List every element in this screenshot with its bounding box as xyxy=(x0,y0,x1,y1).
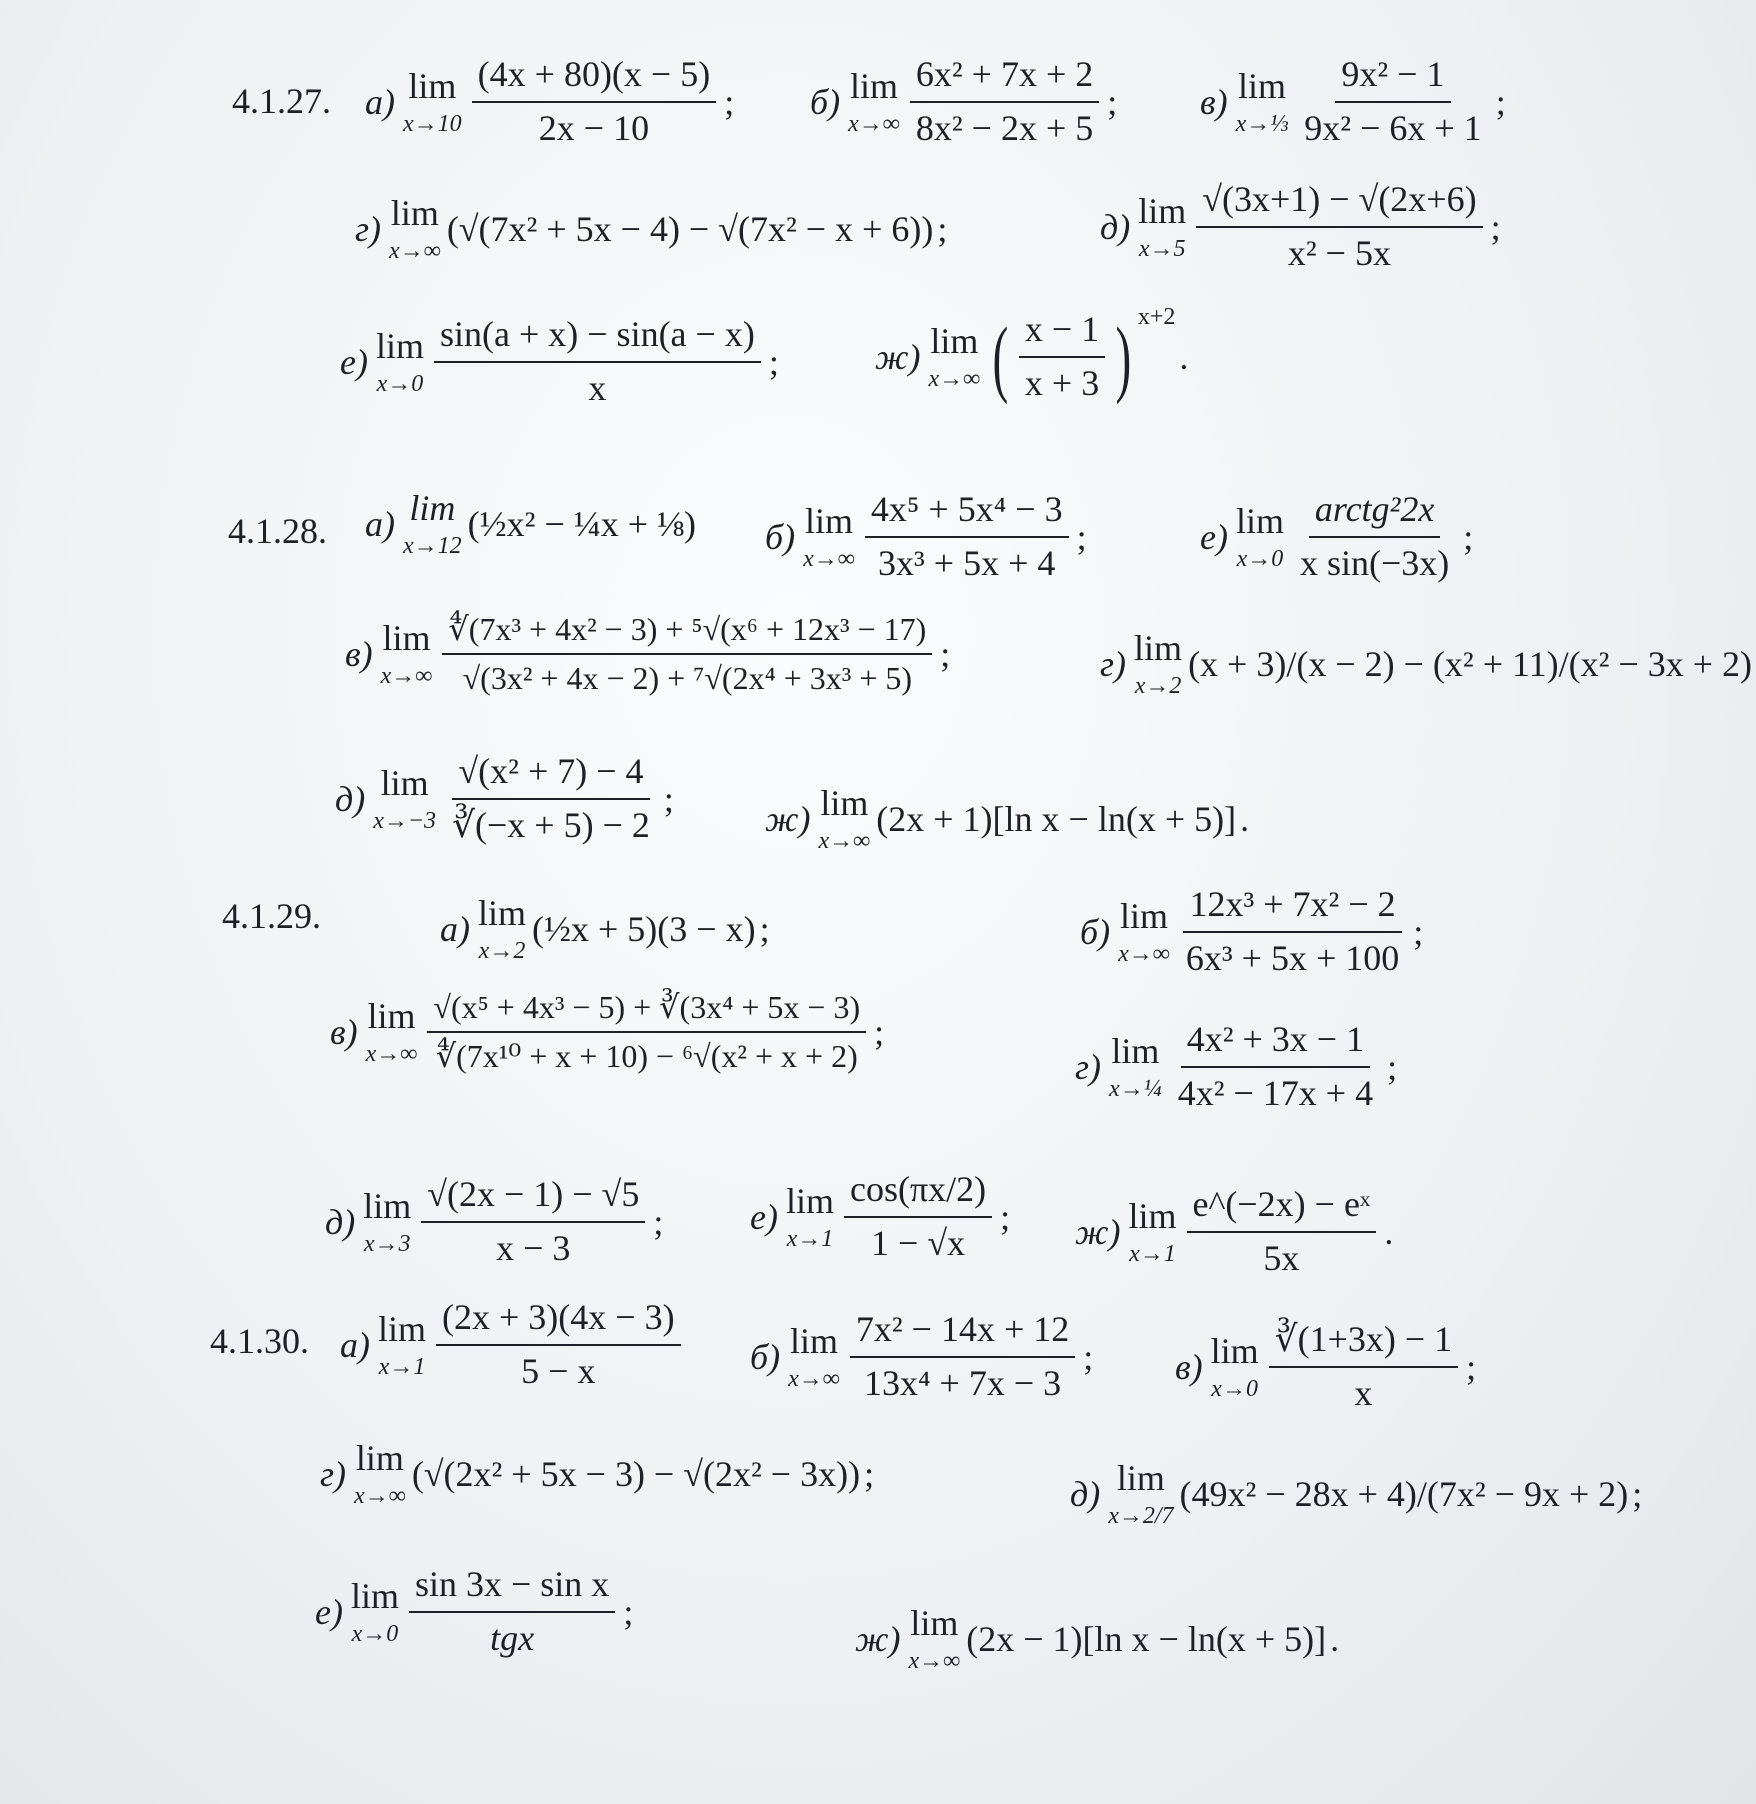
expression: (√(7x² + 5x − 4) − √(7x² − x + 6)) xyxy=(446,209,934,249)
limit-operator: lim x→∞ xyxy=(848,65,900,137)
limit-operator: lim x→2/7 xyxy=(1108,1458,1174,1529)
denominator: x xyxy=(1354,1372,1373,1413)
fraction xyxy=(436,1298,681,1391)
item-label: е) xyxy=(750,1196,778,1237)
item-label: б) xyxy=(810,81,841,122)
numerator: sin(a + x) − sin(a − x) xyxy=(434,315,761,363)
problem-4-1-29-g: г) lim x→¼ $\frac{\text{4x² + 3x − 1}}{\text{4x² − 17x + 4}}$ ; xyxy=(1075,1019,1398,1113)
denominator: 4x² − 17x + 4 xyxy=(1177,1072,1374,1113)
limit-operator: lim x→⅓ xyxy=(1235,65,1289,137)
expression: (x + 3)/(x − 2) − (x² + 11)/(x² − 3x + 2) xyxy=(1188,644,1753,684)
problem-4-1-28-zh: ж) lim x→∞ (2x + 1)[ln x − ln(x + 5)] . xyxy=(765,783,1250,854)
denominator: 3x³ + 5x + 4 xyxy=(878,542,1056,583)
item-label: б) xyxy=(750,1336,781,1377)
problem-4-1-30-a xyxy=(340,1298,689,1391)
item-label: ж) xyxy=(765,799,811,839)
fraction xyxy=(910,55,1099,148)
limit-operator: lim x→∞ xyxy=(380,618,433,690)
problem-4-1-29-e: е) lim x→1 $\frac{\cos(\pi x/2)}{1 - √x}$ ; xyxy=(750,1169,1011,1263)
problem-number: 4.1.28. xyxy=(228,511,327,551)
fraction xyxy=(421,1175,645,1268)
item-label: д) xyxy=(335,778,366,819)
problem-4-1-30-zh: ж) lim x→∞ (2x − 1)[ln x − ln(x + 5)] . xyxy=(855,1603,1340,1674)
fraction xyxy=(1298,55,1487,148)
item-label: д) xyxy=(1100,206,1131,247)
denominator: 1 − √x xyxy=(871,1222,966,1263)
problem-4-1-29-d: д) lim x→3 $\frac{√(2x - 1) - √5}{x - 3}$ ; xyxy=(325,1174,664,1268)
left-paren: ( xyxy=(992,308,1009,405)
limit-operator: lim x→0 xyxy=(1210,1330,1259,1402)
problem-4-1-28-v: в) lim x→∞ $\frac{\text{∜(7x³ + 4x² − 3) + ⁵√(x⁶ + 12x³ − 17)}}{\text{√(3x² + 4x − 2) + ⁷√(2x⁴ + 3x³ + 5)}}$ ; xyxy=(345,611,951,697)
numerator: √(x² + 7) − 4 xyxy=(452,752,649,800)
problem-4-1-30-d: д) lim x→2/7 (49x² − 28x + 4)/(7x² − 9x + 2) ; xyxy=(1070,1458,1643,1529)
denominator: x + 3 xyxy=(1024,362,1100,403)
fraction xyxy=(472,55,717,148)
item-label: д) xyxy=(1070,1474,1101,1514)
denominator: 5x xyxy=(1263,1237,1300,1278)
limit-operator: lim x→12 xyxy=(403,488,462,559)
limit-operator: lim x→5 xyxy=(1138,190,1187,262)
denominator: 8x² − 2x + 5 xyxy=(915,107,1094,148)
expression: (√(2x² + 5x − 3) − √(2x² − 3x)) xyxy=(411,1454,861,1494)
expression: (½x² − ¼x + ⅛) xyxy=(467,504,697,544)
problem-4-1-28-e: е) lim x→0 $\frac{\text{arctg²2x}}{\text{x sin(−3x)}}$ ; xyxy=(1200,489,1474,583)
denominator: ∜(7x¹⁰ + x + 10) − ⁶√(x² + x + 2) xyxy=(435,1038,858,1075)
fraction xyxy=(1180,885,1405,978)
denominator: 9x² − 6x + 1 xyxy=(1304,107,1482,148)
fraction xyxy=(409,1565,615,1658)
problem-4-1-27-d: д) lim x→5 $\frac{√(3x+1) - √(2x+6)}{\text{x² − 5x}}$ ; xyxy=(1100,179,1501,273)
fraction xyxy=(1019,310,1105,403)
fraction xyxy=(446,752,656,845)
item-label: г) xyxy=(1100,644,1127,684)
right-paren: ) xyxy=(1115,308,1132,405)
denominator: √(3x² + 4x − 2) + ⁷√(2x⁴ + 3x³ + 5) xyxy=(462,660,913,697)
item-label: а) xyxy=(340,1324,370,1365)
fraction xyxy=(1196,180,1482,273)
expression: (½x + 5)(3 − x) xyxy=(532,909,756,949)
expression: (2x + 1)[ln x − ln(x + 5)] xyxy=(876,799,1237,839)
item-label: г) xyxy=(355,209,382,249)
item-label: ж) xyxy=(1075,1211,1121,1252)
fraction xyxy=(850,1310,1075,1403)
item-label: в) xyxy=(345,634,373,675)
fraction xyxy=(442,612,932,696)
problem-4-1-28-d: д) lim x→−3 $\frac{\text{√(x² + 7) − 4}}{∛(-x + 5) - 2}$ ; xyxy=(335,751,674,845)
item-label: б) xyxy=(1080,911,1111,952)
limit-operator: lim x→∞ xyxy=(389,193,441,264)
fraction xyxy=(1269,1320,1459,1413)
limit-operator: lim x→∞ xyxy=(803,500,855,572)
item-label: а) xyxy=(365,504,395,544)
limit-operator: lim x→∞ xyxy=(908,1603,961,1674)
numerator: ∜(7x³ + 4x² − 3) + ⁵√(x⁶ + 12x³ − 17) xyxy=(442,612,932,655)
limit-operator: lim x→∞ xyxy=(354,1438,406,1509)
item-label: д) xyxy=(325,1201,356,1242)
numerator: √(2x − 1) − √5 xyxy=(421,1175,645,1223)
problem-4-1-28-a xyxy=(365,490,700,558)
limit-operator: lim x→0 xyxy=(350,1575,399,1647)
problem-4-1-29-b: б) lim x→∞ $\frac{\text{12x³ + 7x² − 2}}{\text{6x³ + 5x + 100}}$ ; xyxy=(1080,884,1424,978)
problem-4-1-27-zh: ж) lim x→∞ ( $\frac{x - 1}{x + 3}$ ) x+2 . xyxy=(875,304,1189,405)
numerator: x − 1 xyxy=(1019,310,1105,358)
numerator: (4x + 80)(x − 5) xyxy=(472,55,717,103)
limit-operator: lim x→−3 xyxy=(373,762,437,834)
item-label: е) xyxy=(340,341,368,382)
item-label: в) xyxy=(1175,1346,1203,1387)
limit-operator: lim x→∞ xyxy=(818,783,871,854)
limit-operator: lim x→∞ xyxy=(1118,895,1170,967)
problem-4-1-30-g: г) lim x→∞ (√(2x² + 5x − 3) − √(2x² − 3x)) ; xyxy=(320,1438,875,1509)
fraction xyxy=(1172,1020,1379,1113)
item-label: е) xyxy=(315,1591,343,1632)
problem-number: 4.1.29. xyxy=(222,896,321,936)
limit-operator: lim x→3 xyxy=(363,1185,412,1257)
problem-4-1-30-e: е) lim x→0 $\frac{\text{sin 3x − sin x}}{\text{tgx}}$ ; xyxy=(315,1564,634,1658)
numerator: sin 3x − sin x xyxy=(409,1565,615,1613)
problem-4-1-29-a: а) lim x→2 (½x + 5)(3 − x) ; xyxy=(440,893,770,964)
denominator: 2x − 10 xyxy=(538,107,650,148)
numerator: arctg²2x xyxy=(1309,490,1440,538)
exponent: x+2 xyxy=(1137,304,1176,330)
problem-4-1-29-v: в) lim x→∞ $\frac{\text{√(x⁵ + 4x³ − 5) + ∛(3x⁴ + 5x − 3)}}{\text{∜(7x¹⁰ + x + 10) − ⁶√(x² + x + 2)}}$ ; xyxy=(330,989,885,1075)
item-label: б) xyxy=(765,516,796,557)
item-label: а) xyxy=(440,909,470,949)
item-label: г) xyxy=(320,1454,347,1494)
item-label: г) xyxy=(1075,1046,1102,1087)
denominator: x sin(−3x) xyxy=(1299,542,1450,583)
fraction xyxy=(1187,1185,1377,1278)
limit-operator: lim x→2 xyxy=(478,893,527,964)
problem-4-1-27-e: е) lim x→0 $\frac{\sin(a + x) - \sin(a - x)}{x}$ ; xyxy=(340,314,779,408)
numerator: 4x² + 3x − 1 xyxy=(1181,1020,1370,1068)
problem-4-1-27-a: а) lim x→10 $\frac{(4x + 80)(x - 5)}{2x - 10}$ ; xyxy=(365,54,735,148)
denominator: 5 − x xyxy=(521,1350,596,1391)
problem-4-1-27-g: г) lim x→∞ (√(7x² + 5x − 4) − √(7x² − x + 6)) ; xyxy=(355,193,948,264)
fraction xyxy=(844,1170,992,1263)
item-label: ж) xyxy=(855,1619,901,1659)
problem-4-1-27-v: в) lim x→⅓ $\frac{\text{9x² − 1}}{\text{9x² − 6x + 1}}$ ; xyxy=(1200,54,1506,148)
item-label: а) xyxy=(365,81,395,122)
problem-4-1-28-g xyxy=(1100,630,1756,698)
numerator: 6x² + 7x + 2 xyxy=(910,55,1099,103)
numerator: √(3x+1) − √(2x+6) xyxy=(1196,180,1482,228)
limit-operator: lim x→10 xyxy=(403,65,462,137)
numerator: ∛(1+3x) − 1 xyxy=(1269,1320,1459,1368)
problem-number: 4.1.27. xyxy=(232,81,331,121)
problem-4-1-27-b: б) lim x→∞ $\frac{\text{6x² + 7x + 2}}{\text{8x² − 2x + 5}}$ ; xyxy=(810,54,1118,148)
limit-operator: lim x→∞ xyxy=(788,1320,840,1392)
numerator: √(x⁵ + 4x³ − 5) + ∛(3x⁴ + 5x − 3) xyxy=(427,990,866,1033)
problem-4-1-29-zh: ж) lim x→1 $\frac{\text{e\textasciicircum{}(−2x) − eˣ}}{5x}$ . xyxy=(1075,1184,1394,1278)
limit-operator: lim x→1 xyxy=(1128,1195,1177,1267)
item-label: е) xyxy=(1200,516,1228,557)
item-label: в) xyxy=(330,1012,358,1053)
denominator: tgx xyxy=(490,1617,535,1658)
numerator: 7x² − 14x + 12 xyxy=(850,1310,1075,1358)
limit-operator: lim x→∞ xyxy=(928,320,981,392)
problem-4-1-28-b: б) lim x→∞ $\frac{\text{4x⁵ + 5x⁴ − 3}}{\text{3x³ + 5x + 4}}$ ; xyxy=(765,489,1087,583)
denominator: 6x³ + 5x + 100 xyxy=(1185,937,1400,978)
denominator: x² − 5x xyxy=(1287,232,1391,273)
denominator: ∛(−x + 5) − 2 xyxy=(452,804,650,845)
fraction xyxy=(427,990,866,1074)
fraction xyxy=(865,490,1069,583)
limit-operator: lim x→0 xyxy=(1235,500,1284,572)
numerator: 4x⁵ + 5x⁴ − 3 xyxy=(865,490,1069,538)
limit-operator: lim x→1 xyxy=(785,1180,834,1252)
numerator: 12x³ + 7x² − 2 xyxy=(1183,885,1401,933)
numerator: 9x² − 1 xyxy=(1335,55,1450,103)
expression: (49x² − 28x + 4)/(7x² − 9x + 2) xyxy=(1179,1474,1629,1514)
limit-operator: lim x→1 xyxy=(378,1308,427,1380)
limit-operator: lim x→2 xyxy=(1134,628,1183,699)
fraction xyxy=(1294,490,1455,583)
expression: (2x − 1)[ln x − ln(x + 5)] xyxy=(966,1619,1327,1659)
numerator: e^(−2x) − eˣ xyxy=(1187,1185,1377,1233)
limit-operator: lim x→0 xyxy=(375,325,424,397)
problem-4-1-30-b: б) lim x→∞ $\frac{\text{7x² − 14x + 12}}{\text{13x⁴ + 7x − 3}}$ ; xyxy=(750,1309,1094,1403)
numerator: (2x + 3)(4x − 3) xyxy=(436,1298,681,1346)
item-label: в) xyxy=(1200,81,1228,122)
denominator: x xyxy=(588,367,607,408)
limit-operator: lim x→¼ xyxy=(1109,1030,1162,1102)
problem-4-1-30-v: в) lim x→0 $\frac{∛(1+3x) - 1}{x}$ ; xyxy=(1175,1319,1477,1413)
denominator: 13x⁴ + 7x − 3 xyxy=(863,1362,1062,1403)
item-label: ж) xyxy=(875,336,921,377)
limit-operator: lim x→∞ xyxy=(365,996,418,1068)
fraction xyxy=(434,315,761,408)
denominator: x − 3 xyxy=(496,1227,571,1268)
problem-number: 4.1.30. xyxy=(210,1321,309,1361)
numerator: cos(πx/2) xyxy=(844,1170,992,1218)
